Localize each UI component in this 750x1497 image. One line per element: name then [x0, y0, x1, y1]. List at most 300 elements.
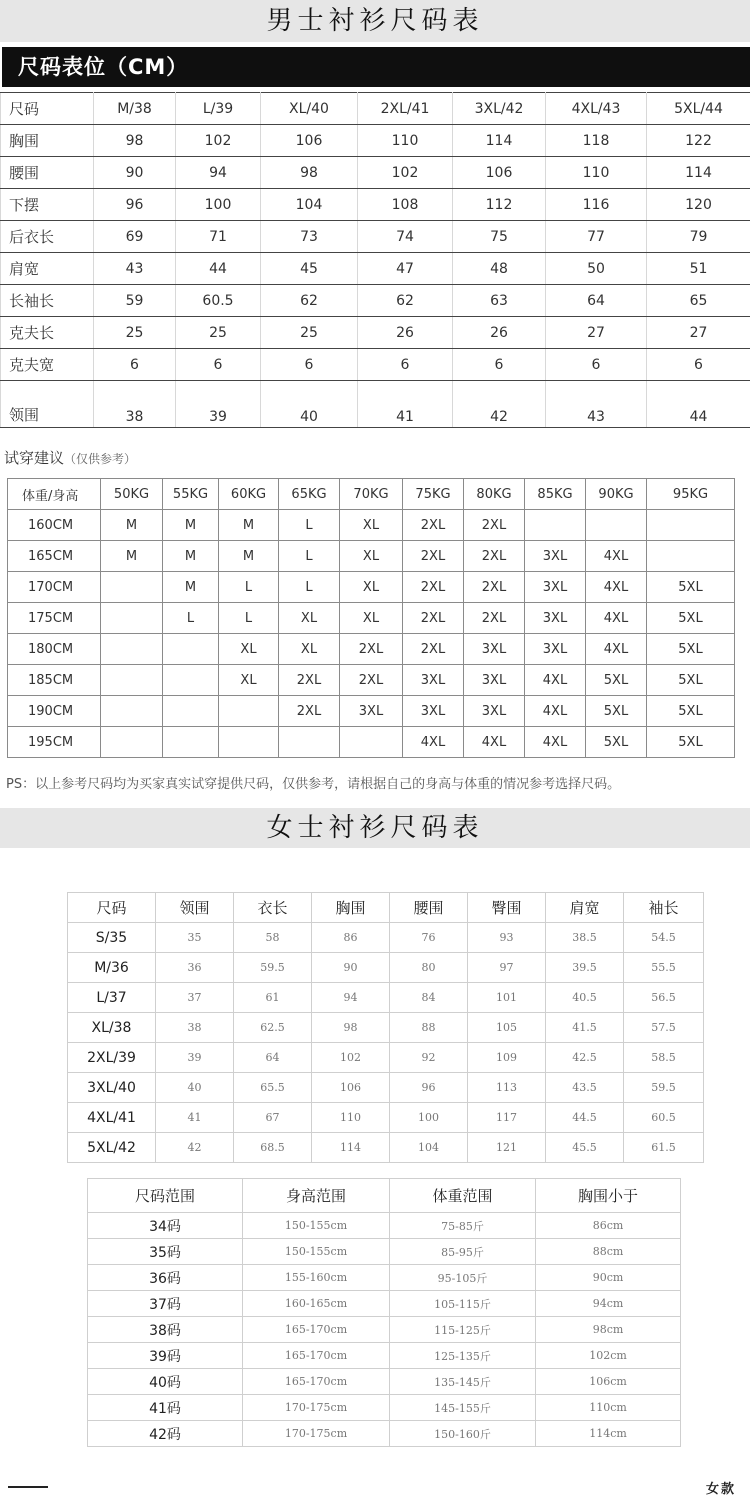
table-header-row [68, 893, 704, 923]
value-cell: 43 [94, 253, 176, 285]
value-cell: 79 [647, 221, 750, 253]
fit-size-cell: L [219, 603, 279, 634]
weight-header-cell: 75KG [403, 479, 464, 510]
value-cell: 39 [176, 381, 261, 428]
value-cell: 41 [358, 381, 453, 428]
value-cell: 58.5 [624, 1043, 704, 1073]
value-cell: 104 [261, 189, 358, 221]
fit-size-cell: XL [340, 541, 403, 572]
value-cell: 106 [453, 157, 546, 189]
weight-header-cell: 55KG [163, 479, 219, 510]
fit-size-cell: 4XL [525, 727, 586, 758]
value-cell: 25 [94, 317, 176, 349]
value-cell: 125-135斤 [390, 1343, 536, 1369]
fit-size-cell [586, 510, 647, 541]
weight-header-cell: 95KG [647, 479, 735, 510]
fit-size-cell: M [101, 510, 163, 541]
fit-size-cell: 2XL [403, 541, 464, 572]
weight-header-cell: 60KG [219, 479, 279, 510]
table-row [8, 727, 735, 758]
fit-size-cell: 2XL [403, 572, 464, 603]
footer-rule [8, 1486, 48, 1488]
value-cell: 120 [647, 189, 750, 221]
height-label-cell: 185CM [8, 665, 101, 696]
table-row [8, 510, 735, 541]
fit-size-cell: 3XL [340, 696, 403, 727]
value-cell: 37 [156, 983, 234, 1013]
value-cell: 150-160斤 [390, 1421, 536, 1447]
fit-size-cell [101, 696, 163, 727]
table-row [1, 189, 750, 221]
size-label-cell: 38码 [88, 1317, 243, 1343]
fit-size-cell: L [279, 510, 340, 541]
fit-size-cell: M [101, 541, 163, 572]
value-cell: 115-125斤 [390, 1317, 536, 1343]
value-cell: 165-170cm [243, 1343, 390, 1369]
table-row [8, 665, 735, 696]
size-label-cell: 36码 [88, 1265, 243, 1291]
column-header-cell: 尺码范围 [88, 1179, 243, 1213]
value-cell: 25 [261, 317, 358, 349]
table-row [68, 923, 704, 953]
fit-size-cell: XL [340, 510, 403, 541]
value-cell: 86 [312, 923, 390, 953]
value-cell: 102cm [536, 1343, 681, 1369]
value-cell: 98 [94, 125, 176, 157]
value-cell: 94 [312, 983, 390, 1013]
column-header-cell: 衣长 [234, 893, 312, 923]
value-cell: 93 [468, 923, 546, 953]
fit-size-cell: 3XL [403, 696, 464, 727]
fit-size-cell: 5XL [586, 696, 647, 727]
table-row [88, 1395, 681, 1421]
fit-size-cell [163, 634, 219, 665]
fit-size-cell: 2XL [279, 696, 340, 727]
value-cell: 6 [94, 349, 176, 381]
value-cell: 112 [453, 189, 546, 221]
table-row [88, 1369, 681, 1395]
size-label-cell: 37码 [88, 1291, 243, 1317]
fit-size-cell: 4XL [586, 634, 647, 665]
value-cell: 94cm [536, 1291, 681, 1317]
value-cell: 105-115斤 [390, 1291, 536, 1317]
fit-size-cell: 3XL [525, 603, 586, 634]
fit-size-cell: 3XL [525, 634, 586, 665]
men-chart-title: 男士衬衫尺码表 [0, 0, 750, 42]
row-label-cell: 克夫宽 [1, 349, 94, 381]
size-header-cell: 4XL/43 [546, 93, 647, 125]
fit-size-cell [163, 696, 219, 727]
fit-size-cell: 4XL [525, 665, 586, 696]
weight-header-cell: 70KG [340, 479, 403, 510]
size-label-cell: 35码 [88, 1239, 243, 1265]
table-header-row [88, 1179, 681, 1213]
footer-label: 女款 [705, 1482, 736, 1497]
value-cell: 39.5 [546, 953, 624, 983]
table-header-row [8, 479, 735, 510]
size-header-cell: 2XL/41 [358, 93, 453, 125]
row-label-cell: 肩宽 [1, 253, 94, 285]
column-header-cell: 体重范围 [390, 1179, 536, 1213]
value-cell: 85-95斤 [390, 1239, 536, 1265]
value-cell: 51 [647, 253, 750, 285]
value-cell: 38 [156, 1013, 234, 1043]
fit-size-cell [525, 510, 586, 541]
fit-size-cell [219, 727, 279, 758]
value-cell: 100 [390, 1103, 468, 1133]
value-cell: 6 [358, 349, 453, 381]
value-cell: 88cm [536, 1239, 681, 1265]
value-cell: 73 [261, 221, 358, 253]
value-cell: 98cm [536, 1317, 681, 1343]
value-cell: 59.5 [624, 1073, 704, 1103]
fit-size-cell: 2XL [340, 634, 403, 665]
weight-header-cell: 65KG [279, 479, 340, 510]
size-label-cell: M/36 [68, 953, 156, 983]
column-header-cell: 臀围 [468, 893, 546, 923]
value-cell: 110 [358, 125, 453, 157]
fit-size-cell: XL [279, 603, 340, 634]
fit-size-cell: L [163, 603, 219, 634]
value-cell: 26 [453, 317, 546, 349]
table-row [88, 1317, 681, 1343]
value-cell: 41 [156, 1103, 234, 1133]
column-header-cell: 袖长 [624, 893, 704, 923]
value-cell: 26 [358, 317, 453, 349]
value-cell: 25 [176, 317, 261, 349]
value-cell: 42 [156, 1133, 234, 1163]
value-cell: 44 [647, 381, 750, 428]
value-cell: 96 [94, 189, 176, 221]
row-label-cell: 长袖长 [1, 285, 94, 317]
value-cell: 65.5 [234, 1073, 312, 1103]
size-header-cell: M/38 [94, 93, 176, 125]
value-cell: 64 [546, 285, 647, 317]
table-row [68, 1133, 704, 1163]
row-label-cell: 下摆 [1, 189, 94, 221]
height-label-cell: 165CM [8, 541, 101, 572]
fit-size-cell: 5XL [586, 727, 647, 758]
value-cell: 76 [390, 923, 468, 953]
fit-size-cell: L [279, 572, 340, 603]
value-cell: 110 [546, 157, 647, 189]
table-row [1, 125, 750, 157]
value-cell: 45.5 [546, 1133, 624, 1163]
fit-size-cell: 2XL [403, 510, 464, 541]
fit-size-cell: 4XL [586, 572, 647, 603]
corner-header-cell: 体重/身高 [8, 479, 101, 510]
size-label-cell: 4XL/41 [68, 1103, 156, 1133]
fit-size-cell: 2XL [279, 665, 340, 696]
fit-size-cell: 3XL [464, 634, 525, 665]
value-cell: 6 [176, 349, 261, 381]
weight-header-cell: 90KG [586, 479, 647, 510]
row-label-cell: 胸围 [1, 125, 94, 157]
value-cell: 102 [176, 125, 261, 157]
table-row [88, 1265, 681, 1291]
weight-header-cell: 80KG [464, 479, 525, 510]
size-label-cell: 3XL/40 [68, 1073, 156, 1103]
fit-size-cell: 3XL [525, 541, 586, 572]
table-row [88, 1239, 681, 1265]
value-cell: 65 [647, 285, 750, 317]
value-cell: 62 [358, 285, 453, 317]
fit-size-cell: 4XL [586, 541, 647, 572]
column-header-cell: 肩宽 [546, 893, 624, 923]
value-cell: 114cm [536, 1421, 681, 1447]
men-fit-table [7, 478, 735, 758]
value-cell: 38.5 [546, 923, 624, 953]
value-cell: 170-175cm [243, 1395, 390, 1421]
value-cell: 68.5 [234, 1133, 312, 1163]
value-cell: 27 [647, 317, 750, 349]
value-cell: 114 [453, 125, 546, 157]
table-row [1, 317, 750, 349]
size-label-cell: 2XL/39 [68, 1043, 156, 1073]
value-cell: 150-155cm [243, 1239, 390, 1265]
value-cell: 116 [546, 189, 647, 221]
size-label-cell: 41码 [88, 1395, 243, 1421]
value-cell: 135-145斤 [390, 1369, 536, 1395]
fit-size-cell: 5XL [647, 665, 735, 696]
value-cell: 145-155斤 [390, 1395, 536, 1421]
size-header-cell: L/39 [176, 93, 261, 125]
value-cell: 95-105斤 [390, 1265, 536, 1291]
value-cell: 43.5 [546, 1073, 624, 1103]
value-cell: 47 [358, 253, 453, 285]
value-cell: 40.5 [546, 983, 624, 1013]
value-cell: 75 [453, 221, 546, 253]
row-header-cell: 尺码 [1, 93, 94, 125]
fit-size-cell: L [279, 541, 340, 572]
women-range-table [87, 1178, 681, 1447]
size-label-cell: 5XL/42 [68, 1133, 156, 1163]
value-cell: 104 [390, 1133, 468, 1163]
height-label-cell: 170CM [8, 572, 101, 603]
row-label-cell: 腰围 [1, 157, 94, 189]
value-cell: 96 [390, 1073, 468, 1103]
fit-size-cell: M [219, 541, 279, 572]
fit-advice-label: 试穿建议 [4, 449, 65, 467]
fit-size-cell [647, 510, 735, 541]
value-cell: 77 [546, 221, 647, 253]
size-label-cell: S/35 [68, 923, 156, 953]
value-cell: 155-160cm [243, 1265, 390, 1291]
fit-size-cell: 5XL [647, 727, 735, 758]
value-cell: 150-155cm [243, 1213, 390, 1239]
size-header-cell: 3XL/42 [453, 93, 546, 125]
fit-size-cell: 5XL [647, 634, 735, 665]
table-row [1, 221, 750, 253]
value-cell: 71 [176, 221, 261, 253]
fit-size-cell: XL [340, 603, 403, 634]
value-cell: 114 [647, 157, 750, 189]
fit-size-cell [219, 696, 279, 727]
value-cell: 92 [390, 1043, 468, 1073]
value-cell: 106 [312, 1073, 390, 1103]
value-cell: 108 [358, 189, 453, 221]
value-cell: 86cm [536, 1213, 681, 1239]
table-row [68, 1043, 704, 1073]
value-cell: 54.5 [624, 923, 704, 953]
fit-size-cell: M [163, 572, 219, 603]
value-cell: 105 [468, 1013, 546, 1043]
fit-size-cell: 5XL [647, 572, 735, 603]
value-cell: 61 [234, 983, 312, 1013]
value-cell: 110 [312, 1103, 390, 1133]
value-cell: 90 [312, 953, 390, 983]
value-cell: 106cm [536, 1369, 681, 1395]
value-cell: 165-170cm [243, 1317, 390, 1343]
height-label-cell: 180CM [8, 634, 101, 665]
fit-size-cell: 2XL [464, 572, 525, 603]
ps-note: PS：以上参考尺码均为买家真实试穿提供尺码，仅供参考，请根据自己的身高与体重的情况参考选择尺码。 [6, 777, 621, 792]
row-label-cell: 克夫长 [1, 317, 94, 349]
fit-size-cell [101, 665, 163, 696]
value-cell: 98 [261, 157, 358, 189]
fit-size-cell: XL [279, 634, 340, 665]
fit-size-cell: XL [219, 634, 279, 665]
value-cell: 40 [261, 381, 358, 428]
value-cell: 6 [647, 349, 750, 381]
table-row [1, 381, 750, 428]
size-header-cell: 5XL/44 [647, 93, 750, 125]
table-header-row [1, 93, 750, 125]
value-cell: 38 [94, 381, 176, 428]
value-cell: 6 [546, 349, 647, 381]
value-cell: 160-165cm [243, 1291, 390, 1317]
fit-size-cell: 2XL [464, 541, 525, 572]
fit-size-cell: 3XL [464, 696, 525, 727]
fit-size-cell: 3XL [525, 572, 586, 603]
height-label-cell: 160CM [8, 510, 101, 541]
fit-size-cell: 3XL [464, 665, 525, 696]
value-cell: 170-175cm [243, 1421, 390, 1447]
value-cell: 110cm [536, 1395, 681, 1421]
table-row [1, 349, 750, 381]
fit-size-cell: 5XL [586, 665, 647, 696]
table-row [1, 157, 750, 189]
value-cell: 44.5 [546, 1103, 624, 1133]
fit-size-cell: 2XL [403, 603, 464, 634]
size-label-cell: 40码 [88, 1369, 243, 1395]
value-cell: 6 [261, 349, 358, 381]
value-cell: 60.5 [176, 285, 261, 317]
value-cell: 45 [261, 253, 358, 285]
value-cell: 90cm [536, 1265, 681, 1291]
men-size-table [0, 92, 750, 428]
table-row [68, 1073, 704, 1103]
fit-size-cell [647, 541, 735, 572]
value-cell: 59.5 [234, 953, 312, 983]
value-cell: 64 [234, 1043, 312, 1073]
value-cell: 118 [546, 125, 647, 157]
fit-size-cell: M [163, 510, 219, 541]
value-cell: 102 [312, 1043, 390, 1073]
value-cell: 109 [468, 1043, 546, 1073]
table-row [68, 953, 704, 983]
fit-size-cell: 2XL [403, 634, 464, 665]
value-cell: 27 [546, 317, 647, 349]
value-cell: 97 [468, 953, 546, 983]
column-header-cell: 胸围 [312, 893, 390, 923]
value-cell: 48 [453, 253, 546, 285]
value-cell: 74 [358, 221, 453, 253]
fit-size-cell: L [219, 572, 279, 603]
fit-size-cell [279, 727, 340, 758]
value-cell: 113 [468, 1073, 546, 1103]
height-label-cell: 190CM [8, 696, 101, 727]
value-cell: 84 [390, 983, 468, 1013]
unit-label-bar: 尺码表位（CM） [2, 47, 750, 87]
women-chart-title: 女士衬衫尺码表 [0, 808, 750, 848]
fit-size-cell: 2XL [464, 510, 525, 541]
column-header-cell: 胸围小于 [536, 1179, 681, 1213]
table-row [1, 253, 750, 285]
height-label-cell: 175CM [8, 603, 101, 634]
value-cell: 101 [468, 983, 546, 1013]
table-row [88, 1213, 681, 1239]
fit-size-cell [101, 572, 163, 603]
value-cell: 117 [468, 1103, 546, 1133]
value-cell: 102 [358, 157, 453, 189]
table-row [8, 572, 735, 603]
value-cell: 122 [647, 125, 750, 157]
size-label-cell: L/37 [68, 983, 156, 1013]
value-cell: 58 [234, 923, 312, 953]
height-label-cell: 195CM [8, 727, 101, 758]
value-cell: 67 [234, 1103, 312, 1133]
weight-header-cell: 50KG [101, 479, 163, 510]
fit-size-cell: 4XL [586, 603, 647, 634]
column-header-cell: 腰围 [390, 893, 468, 923]
fit-size-cell [101, 727, 163, 758]
value-cell: 121 [468, 1133, 546, 1163]
value-cell: 165-170cm [243, 1369, 390, 1395]
value-cell: 6 [453, 349, 546, 381]
value-cell: 61.5 [624, 1133, 704, 1163]
value-cell: 36 [156, 953, 234, 983]
value-cell: 63 [453, 285, 546, 317]
value-cell: 62 [261, 285, 358, 317]
size-label-cell: 39码 [88, 1343, 243, 1369]
value-cell: 60.5 [624, 1103, 704, 1133]
table-row [88, 1343, 681, 1369]
value-cell: 80 [390, 953, 468, 983]
fit-size-cell: 5XL [647, 696, 735, 727]
value-cell: 98 [312, 1013, 390, 1043]
fit-size-cell [163, 727, 219, 758]
value-cell: 50 [546, 253, 647, 285]
value-cell: 43 [546, 381, 647, 428]
table-row [88, 1291, 681, 1317]
fit-size-cell: XL [340, 572, 403, 603]
value-cell: 114 [312, 1133, 390, 1163]
row-label-cell: 领围 [1, 381, 94, 428]
fit-size-cell [340, 727, 403, 758]
value-cell: 40 [156, 1073, 234, 1103]
fit-size-cell: 2XL [464, 603, 525, 634]
table-row [1, 285, 750, 317]
fit-size-cell: 4XL [464, 727, 525, 758]
value-cell: 44 [176, 253, 261, 285]
value-cell: 56.5 [624, 983, 704, 1013]
fit-size-cell: M [163, 541, 219, 572]
fit-size-cell [163, 665, 219, 696]
value-cell: 42.5 [546, 1043, 624, 1073]
fit-size-cell: 4XL [403, 727, 464, 758]
fit-advice-note: （仅供参考） [64, 452, 137, 466]
